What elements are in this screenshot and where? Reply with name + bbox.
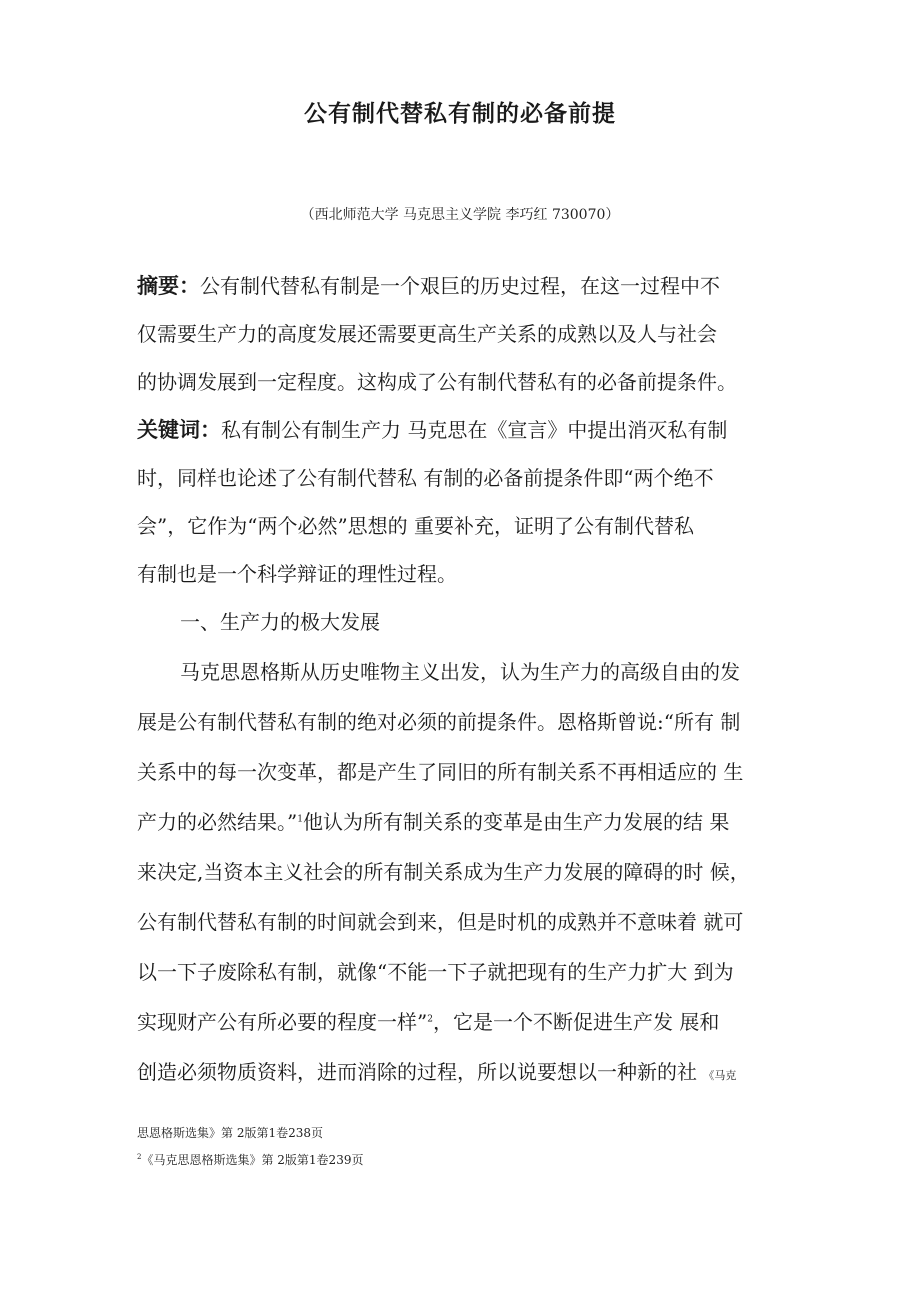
footnote-ref-1: 1 — [297, 814, 303, 825]
footnote-2-number: 2 — [137, 1153, 142, 1161]
body-line-3: 关系中的每一次变革，都是产生了同旧的所有制关系不再相适应的 生 — [137, 760, 744, 784]
footnote-2: $^2$《马克思恩格斯选集》第 2版第1卷239页 — [137, 1153, 364, 1167]
footnote-1: 思恩格斯选集》第 2版第1卷238页 — [137, 1126, 323, 1140]
keywords-line-2: 时，同样也论述了公有制代替私 有制的必备前提条件即“两个绝不 — [137, 466, 714, 490]
body-line-9: 创造必须物质资料，进而消除的过程，所以说要想以一种新的社 《马克 — [137, 1060, 737, 1084]
abstract-line-2: 仅需要生产力的高度发展还需要更高生产关系的成熟以及人与社会 — [137, 322, 717, 346]
body-line-5: 来决定,当资本主义社会的所有制关系成为生产力发展的障碍的时 候， — [137, 860, 750, 884]
abstract-label: 摘要： — [137, 274, 200, 298]
body-line-6: 公有制代替私有制的时间就会到来，但是时机的成熟并不意味着 就可 — [137, 910, 744, 934]
author-affiliation: （西北师范大学 马克思主义学院 李巧红 730070） — [300, 207, 620, 223]
keywords-line-4: 有制也是一个科学辩证的理性过程。 — [137, 562, 457, 586]
body-line-8: 实现财产公有所必要的程度一样”$^2$，它是一个不断促进生产发 展和 — [137, 1010, 720, 1034]
page-title: 公有制代替私有制的必备前提 — [304, 101, 616, 127]
body-line-2: 展是公有制代替私有制的绝对必须的前提条件。恩格斯曾说:“所有 制 — [137, 710, 741, 734]
keywords-line-3: 会”，它作为“两个必然”思想的 重要补充，证明了公有制代替私 — [137, 514, 695, 538]
keywords-line-1: 关键词：私有制公有制生产力 马克思在《宣言》中提出消灭私有制 — [137, 418, 728, 442]
body-line-7: 以一下子废除私有制，就像“不能一下子就把现有的生产力扩大 到为 — [137, 960, 734, 984]
footnote-ref-2: 2 — [427, 1014, 433, 1025]
body-line-4: 产力的必然结果。”$^1$他认为所有制关系的变革是由生产力发展的结 果 — [137, 810, 730, 834]
body-line-1: 马克思恩格斯从历史唯物主义出发，认为生产力的高级自由的发 — [180, 660, 740, 684]
keywords-label: 关键词： — [137, 418, 221, 442]
footnote-start-fragment: 《马克 — [703, 1069, 737, 1082]
abstract-line-1: 摘要：公有制代替私有制是一个艰巨的历史过程，在这一过程中不 — [137, 274, 720, 298]
abstract-line-3: 的协调发展到一定程度。这构成了公有制代替私有的必备前提条件。 — [137, 370, 737, 394]
section-heading: 一、生产力的极大发展 — [180, 610, 380, 634]
